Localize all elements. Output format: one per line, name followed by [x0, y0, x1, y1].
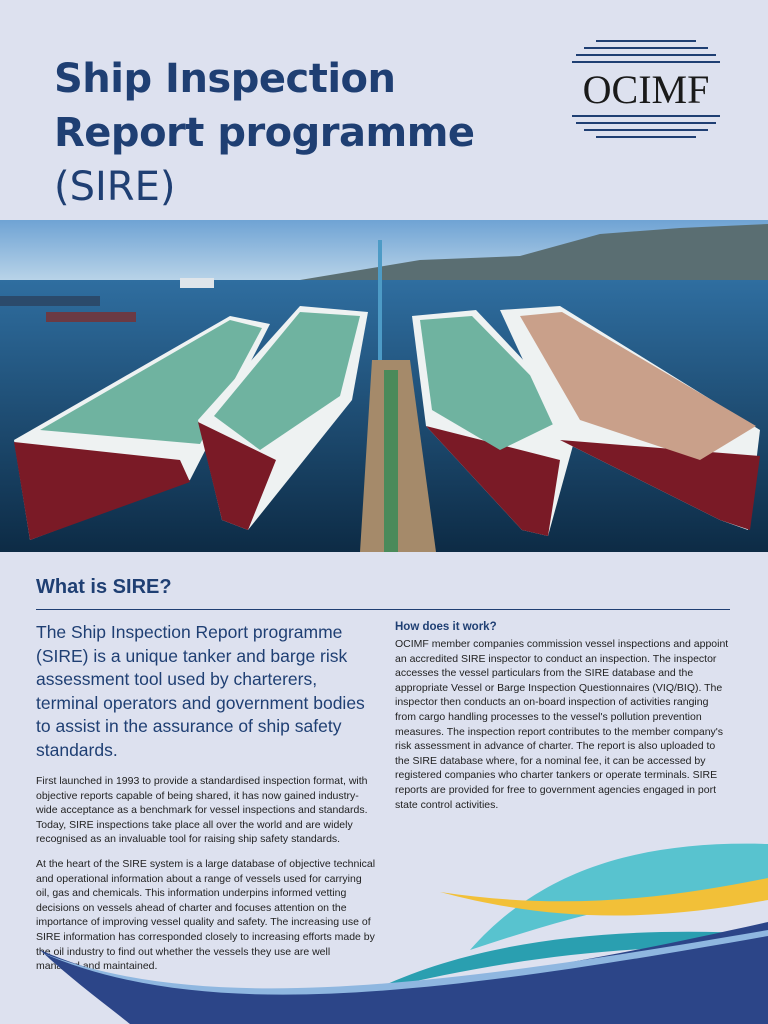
- title-line-1: Ship Inspection: [54, 56, 396, 102]
- tanker-ships-photo-icon: [0, 220, 768, 552]
- right-column: [395, 621, 730, 822]
- decorative-waves-icon: [0, 830, 768, 1024]
- ocimf-logo-icon: [566, 36, 726, 142]
- body-paragraph: First launched in 1993 to provide a standardised inspection format, with objective reports capable of being shared, it has now gained industry-wide acceptance as a benchmark for vessel inspections and standards. Today, SIRE inspections take place all over the world and are widely recognised as an invaluable tool for raising ship safety standards.: [36, 775, 368, 846]
- section-heading: What is SIRE?: [36, 576, 172, 598]
- section-divider: [36, 609, 730, 610]
- how-body: OCIMF member companies commission vessel inspections and appoint an accredited SIRE inspector to conduct an inspection. The inspector accesses the vessel particulars from the SIRE database and the appropriate Vessel or Barge Inspection Questionnaires (VIQ/BIQ). The inspector then conducts an on-board inspection of activities ranging from cargo handling processes to the vessel's pollution prevention measures. The inspection report contributes to the member company's risk assessment in advance of charter. The report is also uploaded to the SIRE database where, for a nominal fee, it can be accessed by registered companies who charter tankers or operate terminals. SIRE reports are provided for free to government agencies engaged in port state control activities.: [395, 638, 729, 811]
- title-subtitle: (SIRE): [54, 164, 176, 210]
- lead-paragraph: The Ship Inspection Report programme (SIRE) is a unique tanker and barge risk assessment tool used by charterers, terminal operators and government bodies to assist in the assurance of ship safety standards.: [36, 622, 365, 760]
- how-heading: How does it work?: [395, 621, 497, 633]
- page-title: [54, 52, 475, 214]
- body-paragraph: At the heart of the SIRE system is a large database of objective technical and operational information about a range of vessels used for carrying oil, gas and chemicals. This information underpins informed vetting decisions on vessels ahead of charter and focuses attention on the importance of improving vessel quality and safety. The increasing use of SIRE information has corresponded closely to increasing efforts made by the oil industry to find out whether the vessels they use are well managed and maintained.: [36, 857, 376, 973]
- title-line-2: Report programme: [54, 110, 475, 156]
- logo-text: OCIMF: [582, 67, 710, 112]
